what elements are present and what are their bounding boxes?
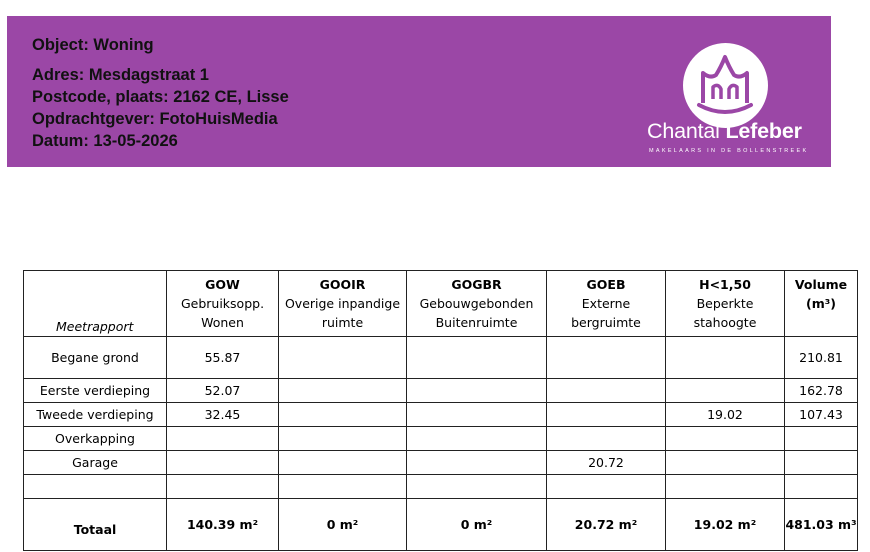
- table-cell: [279, 475, 407, 499]
- table-cell: [407, 427, 547, 451]
- row-label: Overkapping: [24, 427, 167, 451]
- table-cell: 52.07: [167, 379, 279, 403]
- total-row: [24, 499, 858, 551]
- row-label: Eerste verdieping: [24, 379, 167, 403]
- table-row: [24, 337, 858, 379]
- row-label: Tweede verdieping: [24, 403, 167, 427]
- table-cell: [407, 475, 547, 499]
- address-line: Adres: Mesdagstraat 1: [32, 66, 209, 84]
- table-cell: [547, 403, 666, 427]
- company-logo: [645, 26, 825, 161]
- client-line: Opdrachtgever: FotoHuisMedia: [32, 110, 278, 128]
- table-row: [24, 475, 858, 499]
- table-cell: [407, 379, 547, 403]
- table-cell: 162.78: [785, 379, 858, 403]
- measurement-table: [23, 270, 858, 551]
- table-cell: [785, 427, 858, 451]
- table-cell: 107.43: [785, 403, 858, 427]
- table-cell: [167, 427, 279, 451]
- header-banner: [7, 16, 831, 167]
- table-cell: [666, 475, 785, 499]
- table-cell: [547, 337, 666, 379]
- table-cell: [666, 427, 785, 451]
- table-cell: [407, 403, 547, 427]
- table-cell: [279, 379, 407, 403]
- table-cell: [547, 475, 666, 499]
- postcode-line: Postcode, plaats: 2162 CE, Lisse: [32, 88, 289, 106]
- total-cell: 481.03 m³: [785, 499, 858, 551]
- table-cell: [547, 379, 666, 403]
- row-label: [24, 475, 167, 499]
- total-label: Totaal: [24, 499, 167, 551]
- brand-name-last: Lefeber: [725, 119, 802, 143]
- column-header: GOW Gebruiksopp. Wonen: [167, 271, 279, 337]
- table-header-row: [24, 271, 858, 337]
- table-cell: [279, 451, 407, 475]
- table-row: [24, 379, 858, 403]
- column-header: GOGBR Gebouwgebonden Buitenruimte: [407, 271, 547, 337]
- total-cell: 0 m²: [279, 499, 407, 551]
- table-cell: [666, 451, 785, 475]
- table-cell: [167, 451, 279, 475]
- table-cell: 19.02: [666, 403, 785, 427]
- column-header: GOOIR Overige inpandige ruimte: [279, 271, 407, 337]
- table-cell: [666, 379, 785, 403]
- total-cell: 0 m²: [407, 499, 547, 551]
- table-title: Meetrapport: [24, 271, 167, 337]
- table-cell: [407, 337, 547, 379]
- table-row: [24, 403, 858, 427]
- table-row: [24, 451, 858, 475]
- table-cell: 20.72: [547, 451, 666, 475]
- table-row: [24, 427, 858, 451]
- column-header: GOEB Externe bergruimte: [547, 271, 666, 337]
- table-cell: 55.87: [167, 337, 279, 379]
- table-cell: [279, 403, 407, 427]
- table-cell: [785, 451, 858, 475]
- brand-name: [647, 119, 802, 144]
- row-label: Garage: [24, 451, 167, 475]
- date-line: Datum: 13-05-2026: [32, 132, 178, 150]
- total-cell: 19.02 m²: [666, 499, 785, 551]
- total-cell: 140.39 m²: [167, 499, 279, 551]
- brand-name-first: Chantal: [647, 119, 726, 143]
- tulip-house-icon: [683, 43, 768, 128]
- table-cell: [279, 337, 407, 379]
- brand-tagline: MAKELAARS IN DE BOLLENSTREEK: [649, 148, 809, 154]
- table-cell: 32.45: [167, 403, 279, 427]
- table-cell: [407, 451, 547, 475]
- table-cell: [547, 427, 666, 451]
- object-line: Object: Woning: [32, 36, 154, 54]
- column-header: Volume (m³): [785, 271, 858, 337]
- table-cell: [279, 427, 407, 451]
- column-header: H<1,50 Beperkte stahoogte: [666, 271, 785, 337]
- total-cell: 20.72 m²: [547, 499, 666, 551]
- table-cell: [666, 337, 785, 379]
- object-info: [32, 34, 289, 152]
- table-cell: [785, 475, 858, 499]
- table-cell: 210.81: [785, 337, 858, 379]
- row-label: Begane grond: [24, 337, 167, 379]
- table-cell: [167, 475, 279, 499]
